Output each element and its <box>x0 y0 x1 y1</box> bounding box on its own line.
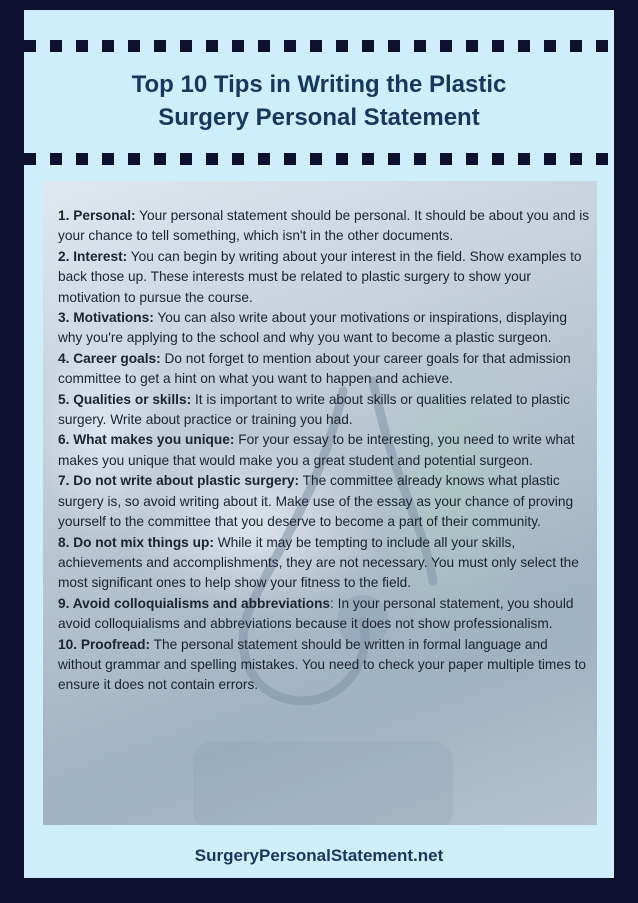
tip-item-7 <box>58 471 590 532</box>
tip-text: You can also write about your motivations or inspirations, displaying why you're applying to the school and why you want to become a plastic surgeon. <box>58 310 567 346</box>
decorative-dash-border-top <box>24 40 614 52</box>
tip-label: 4. Career goals: <box>58 350 161 366</box>
tip-text: Your personal statement should be personal. It should be about you and is your chance to tell something, which isn't in the other documents. <box>58 208 590 244</box>
tip-item-9 <box>58 594 590 635</box>
tip-item-3 <box>58 308 590 349</box>
tip-text: It is important to write about skills or qualities related to plastic surgery. Write about practice or training you had. <box>58 391 570 428</box>
tips-list <box>58 206 590 696</box>
tip-label: 3. Motivations: <box>58 310 154 326</box>
background-photo-panel <box>43 181 597 825</box>
tip-item-1 <box>58 206 590 247</box>
tip-text: The personal statement should be written in formal language and without grammar and spelling mistakes. You need to check your paper multiple times to ensure it does not contain errors. <box>58 636 587 693</box>
tip-text: For your essay to be interesting, you need to write what makes you unique that would make you a great student and potential surgeon. <box>58 432 575 468</box>
tip-text: While it may be tempting to include all your skills, achievements and accomplishments, they are not necessary. You must only select the most significant ones to help show your fitness to the field. <box>58 534 579 591</box>
tip-label: 7. Do not write about plastic surgery: <box>58 473 300 489</box>
footer-website: SurgeryPersonalStatement.net <box>194 846 444 865</box>
tip-label: 5. Qualities or skills: <box>58 391 192 407</box>
title-line-1: Top 10 Tips in Writing the Plastic <box>131 71 507 98</box>
tip-item-10 <box>58 635 590 696</box>
tip-label: 8. Do not mix things up: <box>58 534 214 550</box>
decorative-dash-border-bottom <box>24 153 614 165</box>
tip-label: 10. Proofread: <box>58 636 151 652</box>
tip-label: 1. Personal: <box>58 208 136 223</box>
tip-item-5 <box>58 390 590 431</box>
infographic-sheet <box>24 10 614 878</box>
tip-text: : In your personal statement, you should avoid colloquialisms and abbreviations because it does not show professionalism. <box>58 595 574 632</box>
tip-label: 6. What makes you unique: <box>58 432 235 448</box>
tip-item-6 <box>58 430 590 471</box>
tip-item-2 <box>58 247 590 308</box>
title-line-2: Surgery Personal Statement <box>158 104 480 131</box>
tip-label: 2. Interest: <box>58 248 128 264</box>
tip-item-8 <box>58 533 590 594</box>
tip-label: 9. Avoid colloquialisms and abbreviations <box>58 595 331 611</box>
tip-text: Do not forget to mention about your career goals for that admission committee to get a hint on what you want to happen and achieve. <box>58 350 571 387</box>
tip-text: The committee already knows what plastic surgery is, so avoid writing about it. Make use of the essay as your chance of proving yourself to the committee that you deserve to become a part of their community. <box>58 473 574 530</box>
tip-item-4 <box>58 349 590 390</box>
page-title <box>24 68 614 134</box>
tip-text: You can begin by writing about your interest in the field. Show examples to back those up. These interests must be related to plastic surgery to show your motivation to pursue the course. <box>58 248 582 305</box>
